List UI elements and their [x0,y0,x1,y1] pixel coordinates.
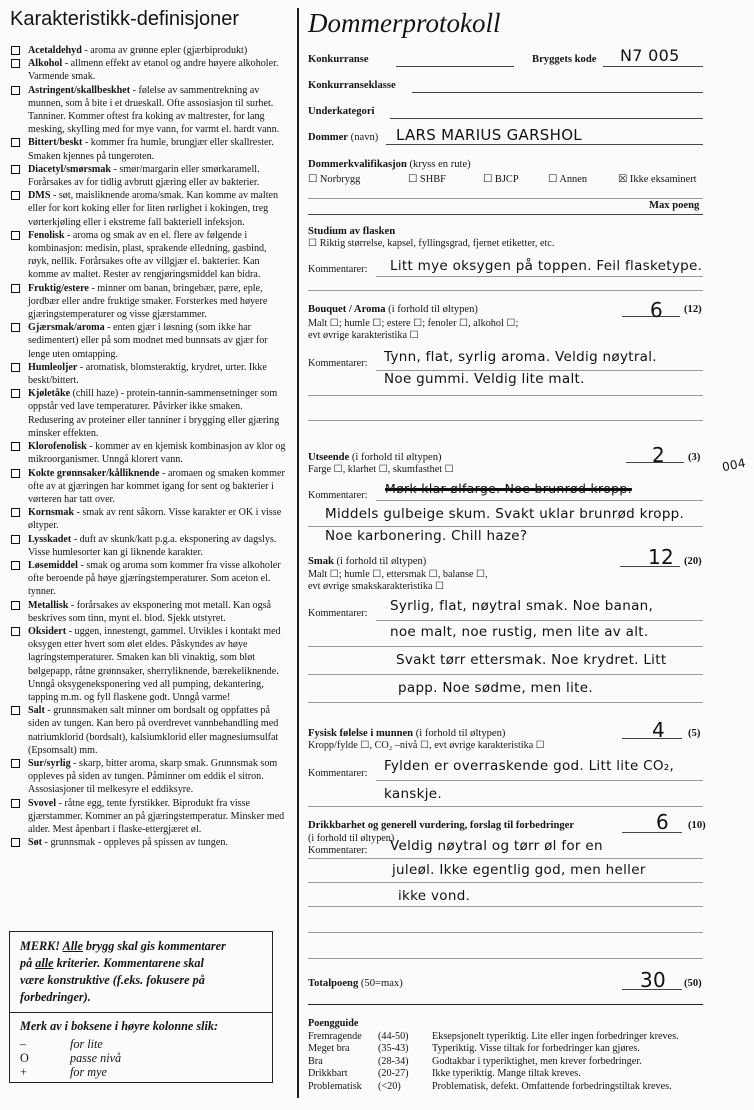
drinkability-score: 6 [656,810,670,834]
checkbox-icon[interactable]: ☐ [483,174,495,185]
comment-label: Kommentarer: [308,608,368,619]
score-guide-desc: Ikke typeriktig. Mange tiltak kreves. [432,1068,581,1080]
checkbox-icon[interactable] [11,59,20,68]
checkbox-icon[interactable] [11,231,20,240]
qualification-option[interactable] [548,173,587,185]
qualification-option-label: BJCP [494,174,519,185]
score-guide-range: (44-50) [378,1030,409,1042]
legend-symbol: + [20,1065,27,1079]
score-guide-grade: Drikkbart [308,1068,348,1080]
definition-text: - kommer fra humle, brungjær eller skallrester. Smaken kjennes på tungeroten. [28,137,274,162]
definition-item [10,282,290,322]
score-guide-grade: Problematisk [308,1080,362,1092]
divider-line [308,290,703,291]
checkbox-icon[interactable] [11,561,20,570]
definition-item [10,599,290,625]
definitions-list [10,44,290,849]
bouquet-score: 6 [650,298,664,322]
definition-text: - allmenn effekt av etanol og andre høyere alkoholer. Varmende smak. [28,58,279,83]
checkbox-icon[interactable] [11,46,20,55]
definition-term: Gjærsmak/aroma [28,322,105,334]
comment-line [308,958,703,959]
qualification-option[interactable] [618,173,697,185]
checkbox-icon[interactable]: ☐ [308,174,320,185]
mouthfeel-sub: (i forhold til øltypen) [413,728,506,739]
score-guide-row [308,1056,679,1069]
appearance-max: (3) [688,452,701,463]
dommer-label-wrap [308,132,378,143]
mouthfeel-score: 4 [652,718,666,742]
appearance-score: 2 [652,443,666,467]
divider-line [308,1004,703,1005]
max-poeng-header: Max poeng [649,200,700,211]
definition-text: - aroma og smak av en el. flere av følgende i kombinasjon: medisin, plast, sprakende elledning, gasbind, røyk, nellik. Forårsakes ofte av villgjær el. bakterier. Kan komme av maltet. Rester av rengjøringsmiddel kan bidra. [28,229,267,281]
total-heading [308,978,403,989]
appearance-title: Utseende [308,452,350,463]
checkbox-icon[interactable] [11,323,20,332]
bouquet-attrs: Malt ☐; humle ☐; estere ☐; fenoler ☐, alkohol ☐; [308,318,519,329]
total-max: (50) [684,978,702,989]
checkbox-icon[interactable] [11,601,20,610]
appearance-heading [308,452,442,463]
comment-label: Kommentarer: [308,490,368,501]
bouquet-comment-1: Tynn, flat, syrlig aroma. Veldig nøytral. [384,349,657,365]
definition-term: Kornsmak [28,507,74,519]
definition-text: - kommer av en kjemisk kombinasjon av klor og mikroorganismer. Unngå klorert vann. [28,441,286,466]
note-text: kriterier. Kommentarene skal [53,956,204,970]
definition-text: - uggen, innestengt, gammel. Utvikles i kontakt med oksygen etter hvert som ølet eldes. Påskyndes av høye lagringstemperaturer. Smaken kan bli vinaktig, som bløt bølgepapp, råtne grønnsaker, sherryliknende, bærekeliknende. Unngå oksygeneksponering ved all pumping, dekantering, tapping m.m. og fyll flaskene godt. Unngå varme! [28,625,281,703]
definition-term: Kokte grønnsaker/kålliknende [28,467,160,479]
checkbox-icon[interactable]: ☐ [548,174,560,185]
note-box [9,931,273,1013]
score-guide-row [308,1043,679,1056]
comment-line [308,674,703,675]
definition-text: - følelse av sammentrekning av munnen, som å bite i et drueskall. Ofte assosiasjon til surhet. Tanniner. Kommer oftest fra koking av maltrester, for lang mesking, skylling med for mye vann, for varmt el. hardt vann. [28,84,280,136]
konkurranse-label: Konkurranse [308,54,369,65]
definition-text: - aromatisk, blomsteraktig, krydret, urter. Ikke beskt/bittert. [28,361,267,387]
appearance-comment-1: Middels gulbeige skum. Svakt uklar brunrød kropp. [325,506,685,522]
definition-item [10,836,290,849]
drinkability-max: (10) [688,820,706,831]
definition-text: (chill haze) - protein-tannin-sammensetninger som oppstår ved lave temperaturer. Påvirker ikke smaken. Redusering av proteiner eller tanniner i brygging eller gjæring minsker effekten. [28,388,280,439]
taste-comment-3: Svakt tørr ettersmak. Noe krydret. Litt [396,652,667,668]
taste-attrs-2: evt øvrige smakskarakteristika ☐ [308,581,445,592]
definition-term: Acetaldehyd [28,45,82,56]
definitions-title: Karakteristikk-definisjoner [10,8,239,30]
comment-label: Kommentarer: [308,358,368,369]
comment-label: Kommentarer: [308,768,368,779]
definition-item [10,704,290,757]
score-guide-title: Poengguide [308,1018,359,1029]
comment-line [376,500,703,501]
definition-item [10,84,290,137]
checkbox-icon[interactable] [11,627,20,636]
drinkability-comment-2: juleøl. Ikke egentlig god, men heller [392,862,646,878]
definition-term: Astringent/skallbeskhet [28,84,131,96]
note-text: MERK! [20,939,63,953]
comment-line [308,702,703,703]
score-guide [308,1018,679,1094]
checkbox-icon[interactable] [11,759,20,768]
divider-line [308,198,703,199]
appearance-side-note: 004 [720,455,748,475]
definition-item [10,757,290,797]
definition-term: Oksidert [28,625,67,637]
qualification-heading [308,159,471,170]
qualification-options [308,173,708,187]
taste-title: Smak [308,556,334,567]
definition-item [10,189,290,229]
definition-item [10,44,290,57]
definition-item [10,559,290,599]
comment-line [308,526,703,527]
qualification-option[interactable] [308,173,360,185]
score-guide-row [308,1031,679,1044]
checkbox-icon[interactable] [11,706,20,715]
taste-comment-4: papp. Noe sødme, men lite. [398,680,593,696]
note-text: forbedringer). [20,990,91,1004]
definition-term: DMS [28,190,51,202]
definition-item [10,387,290,440]
drinkability-score-line[interactable] [622,832,682,833]
bryggets-kode-label: Bryggets kode [532,54,597,65]
score-guide-desc: Typeriktig. Visse tiltak for forbedringer kan gjøres. [432,1043,640,1055]
definition-text: - skarp, bitter aroma, skarp smak. Grunnsmak som oppleves på siden av tungen. Påminner om eddik el sitron. Assosiasjoner til melkesyre el eddiksyre. [28,757,278,796]
definition-term: Svovel [28,797,57,809]
column-divider [297,8,299,1098]
comment-line [376,780,703,781]
definition-term: Metallisk [28,599,69,611]
legend-symbol: O [20,1051,29,1065]
comment-label: Kommentarer: [308,845,368,856]
definition-item [10,229,290,282]
definition-term: Lysskadet [28,533,72,545]
checkbox-icon[interactable] [11,138,20,147]
drinkability-sub: (i forhold til øltypen) [308,833,395,844]
definition-text: - grunnsmaken salt minner om bordsalt og oppfattes på siden av tungen. Kan bero på overdrevet vannbehandling med natriumklorid (bordsalt), kalsiumklorid eller magnesiumsulfat (Epsomsalt) mm. [28,705,279,756]
comment-line [308,932,703,933]
definition-text: - enten gjær i løsning (som ikke har sedimentert) eller på som modnet med bunnsats av gjær for lenge uten omtapping. [28,322,268,360]
score-guide-range: (<20) [378,1080,401,1092]
checkbox-icon[interactable] [11,799,20,808]
konkurranseklasse-field[interactable] [412,92,703,93]
comment-line [308,906,703,907]
definition-term: Humleoljer [28,361,78,373]
total-label: Totalpoeng [308,978,359,989]
definition-term: Klorofenolisk [28,441,87,453]
checkbox-icon[interactable] [11,363,20,372]
comment-line [308,646,703,647]
note-text: være konstruktive (f.eks. fokusere på [20,973,205,987]
definition-text: - aromaen og smaken kommer ofte av at gjæringen har kommet igang for sent og bakterier i vørteren har tatt over. [28,467,285,505]
qualification-label: Dommerkvalifikasjon [308,159,407,170]
checkbox-icon[interactable]: ☐ [408,174,420,185]
study-comment: Litt mye oksygen på toppen. Feil flasketype. [390,258,703,274]
definition-item [10,57,290,83]
mouthfeel-max: (5) [688,728,701,739]
dommer-label-suffix: (navn) [348,132,379,143]
dommer-field[interactable] [386,144,703,145]
definition-item [10,440,290,466]
score-guide-range: (35-43) [378,1043,409,1055]
comment-label: Kommentarer: [308,264,368,275]
konkurranseklasse-label: Konkurranseklasse [308,80,396,91]
comment-line [308,858,703,859]
taste-comment-1: Syrlig, flat, nøytral smak. Noe banan, [390,598,654,614]
appearance-crossed-comment: Mørk klar ølfarge. Noe brunrød kropp. [385,481,632,496]
total-sub: (50=max) [358,978,403,989]
qualification-option-label: Norbrygg [319,174,361,185]
drinkability-comment-3: ikke vond. [398,888,471,904]
definition-item [10,136,290,162]
definition-term: Salt [28,705,45,717]
mouthfeel-comment-1: Fylden er overraskende god. Litt lite CO₂, [384,758,675,774]
taste-score: 12 [648,545,675,569]
legend-row [20,1065,262,1079]
legend-symbol: – [20,1037,27,1051]
drinkability-comment-1: Veldig nøytral og tørr øl for en [390,838,603,854]
bouquet-max: (12) [684,304,702,315]
checkbox-icon[interactable] [11,535,20,544]
checkbox-icon[interactable] [11,389,20,398]
definition-text: - minner om banan, bringebær, pære, eple, jordbær eller andre fruktige smaker. Forsterkes med høyere gjæringstemperaturer og visse gjærstammer. [28,282,268,321]
bouquet-heading [308,304,478,315]
definition-term: Søt [28,837,43,849]
definition-term: Fenolisk [28,229,65,241]
comment-line [376,276,703,277]
legend-row [20,1051,262,1065]
definition-term: Bittert/beskt [28,137,83,149]
score-guide-range: (28-34) [378,1055,409,1067]
definition-term: Løsemiddel [28,559,78,571]
checkbox-icon[interactable] [11,469,20,478]
study-title: Studium av flasken [308,226,396,237]
definition-term: Alkohol [28,58,63,70]
score-guide-grade: Bra [308,1055,323,1067]
definition-text: - forårsakes av eksponering mot metall. Kan også beskrives som tinn, mynt el. blod. Sjekk utstyret. [28,599,272,624]
checkbox-icon[interactable]: ☐ [308,238,320,249]
legend-row [20,1037,262,1051]
bouquet-comment-2: Noe gummi. Veldig lite malt. [384,371,585,387]
definition-text: - råtne egg, tente fyrstikker. Biprodukt fra visse gjærstammer. Kommer an på gjæringstemperatur. Minsker med alder. Mest åpenbart i flaske-ettergjæret øl. [28,797,285,835]
note-text: Alle [62,939,83,953]
definition-item [10,506,290,532]
dommer-label: Dommer [308,132,349,143]
mouthfeel-attrs: Kropp/fylde ☐, CO₂ –nivå ☐, evt øvrige karakteristika ☐ [308,740,545,751]
study-desc: Riktig størrelse, kapsel, fyllingsgrad, fjernet etiketter, etc. [319,238,555,249]
comment-line [308,806,703,807]
qualification-option-label: SHBF [419,174,446,185]
divider-line [308,214,703,215]
bouquet-sub: (i forhold til øltypen) [385,304,478,315]
definition-text: - smør/margarin eller smørkaramell. Forårsakes av for tidlig avbrutt gjæring eller av bakterier. [28,163,260,189]
definition-text: - aroma av grønne epler (gjærbiprodukt) [81,45,248,56]
definition-item [10,361,290,387]
qualification-option[interactable] [483,173,519,185]
definition-text: - duft av skunk/katt p.g.a. eksponering av dagslys. Visse humlesorter kan gi liknende karakter. [28,533,277,558]
qualification-option-label: Ikke eksaminert [629,174,697,185]
legend-meaning: passe nivå [70,1051,122,1065]
score-guide-desc: Godtakbar i typeriktighet, men krever forbedringer. [432,1055,642,1067]
checkbox-icon[interactable]: ☒ [618,174,630,185]
qualification-option[interactable] [408,173,446,185]
mouthfeel-title: Fysisk følelse i munnen [308,728,414,739]
definition-term: Diacetyl/smørsmak [28,163,111,175]
taste-sub: (i forhold til øltypen) [333,556,427,567]
comment-line [308,395,703,396]
appearance-sub: (i forhold til øltypen) [349,452,442,463]
checkbox-icon[interactable] [11,838,20,847]
definition-item [10,163,290,189]
definition-item [10,625,290,704]
mouthfeel-heading [308,728,505,739]
score-guide-range: (20-27) [378,1068,409,1080]
legend-box [9,1013,273,1083]
bouquet-title: Bouquet / Aroma [308,304,386,315]
drinkability-title: Drikkbarhet og generell vurdering, forslag til forbedringer [308,820,575,831]
comment-line [308,420,703,421]
checkbox-icon[interactable] [11,165,20,174]
legend-heading: Merk av i boksene i høyre kolonne slik: [20,1019,219,1033]
definition-term: Kjøletåke [28,388,71,400]
legend-meaning: for mye [70,1065,107,1079]
checkbox-icon[interactable] [11,191,20,200]
bryggets-kode-field[interactable] [603,66,703,67]
definition-term: Fruktig/estere [28,282,89,294]
bouquet-attrs-2: evt øvrige karakteristika ☐ [308,330,419,341]
underkategori-label: Underkategori [308,106,375,117]
mouthfeel-comment-2: kanskje. [384,786,443,802]
definition-text: - smak og aroma som kommer fra visse alkoholer ofte beroende på høye gjæringstemperaturer. Som aceton el. tynner. [28,559,281,598]
underkategori-field[interactable] [390,118,703,119]
checkbox-icon[interactable] [11,442,20,451]
total-score: 30 [640,968,667,992]
definition-item [10,467,290,507]
taste-heading [308,556,426,567]
appearance-attrs: Farge ☐, klarhet ☐, skumfasthet ☐ [308,464,454,475]
score-guide-row [308,1081,679,1094]
score-guide-desc: Problematisk, defekt. Omfattende forbedringstiltak kreves. [432,1080,672,1092]
checkbox-icon[interactable] [11,86,20,95]
comment-line [376,370,703,371]
definition-text: - grunnsmak - oppleves på spissen av tungen. [42,837,228,849]
konkurranse-field[interactable] [396,66,514,67]
taste-comment-2: noe malt, noe rustig, men lite av alt. [390,624,649,640]
protocol-title: Dommerprotokoll [308,8,501,38]
study-desc-wrap [308,238,554,249]
qualification-sub: (kryss en rute) [406,159,471,170]
definition-term: Sur/syrlig [28,757,71,769]
checkbox-icon[interactable] [11,508,20,517]
bryggets-kode-value: N7 005 [620,46,680,65]
score-guide-desc: Eksepsjonelt typeriktig. Lite eller ingen forbedringer kreves. [432,1030,679,1042]
note-text: alle [35,956,54,970]
definition-text: - søt, maisliknende aroma/smak. Kan komme av malten eller for kort koking eller for liten rørlighet i kokingen, treg vørterkjøling eller i ekstreme fall bakteriell infeksjon. [28,190,279,228]
definition-item [10,533,290,559]
legend-meaning: for lite [70,1037,103,1051]
definition-item [10,321,290,361]
comment-line [308,882,703,883]
score-guide-grade: Fremragende [308,1030,362,1042]
checkbox-icon[interactable] [11,284,20,293]
comment-line [376,620,703,621]
note-text: på [20,956,36,970]
note-text: brygg skal gis kommentarer [82,939,226,953]
taste-attrs: Malt ☐; humle ☐, ettersmak ☐, balanse ☐, [308,569,488,580]
score-guide-grade: Meget bra [308,1043,350,1055]
definition-item [10,797,290,837]
dommer-value: LARS MARIUS GARSHOL [396,126,582,144]
definition-text: - smak av rent såkorn. Visse karakter er OK i visse øltyper. [28,507,282,532]
taste-max: (20) [684,556,702,567]
appearance-comment-2: Noe karbonering. Chill haze? [325,528,528,544]
score-guide-row [308,1068,679,1081]
qualification-option-label: Annen [559,174,588,185]
